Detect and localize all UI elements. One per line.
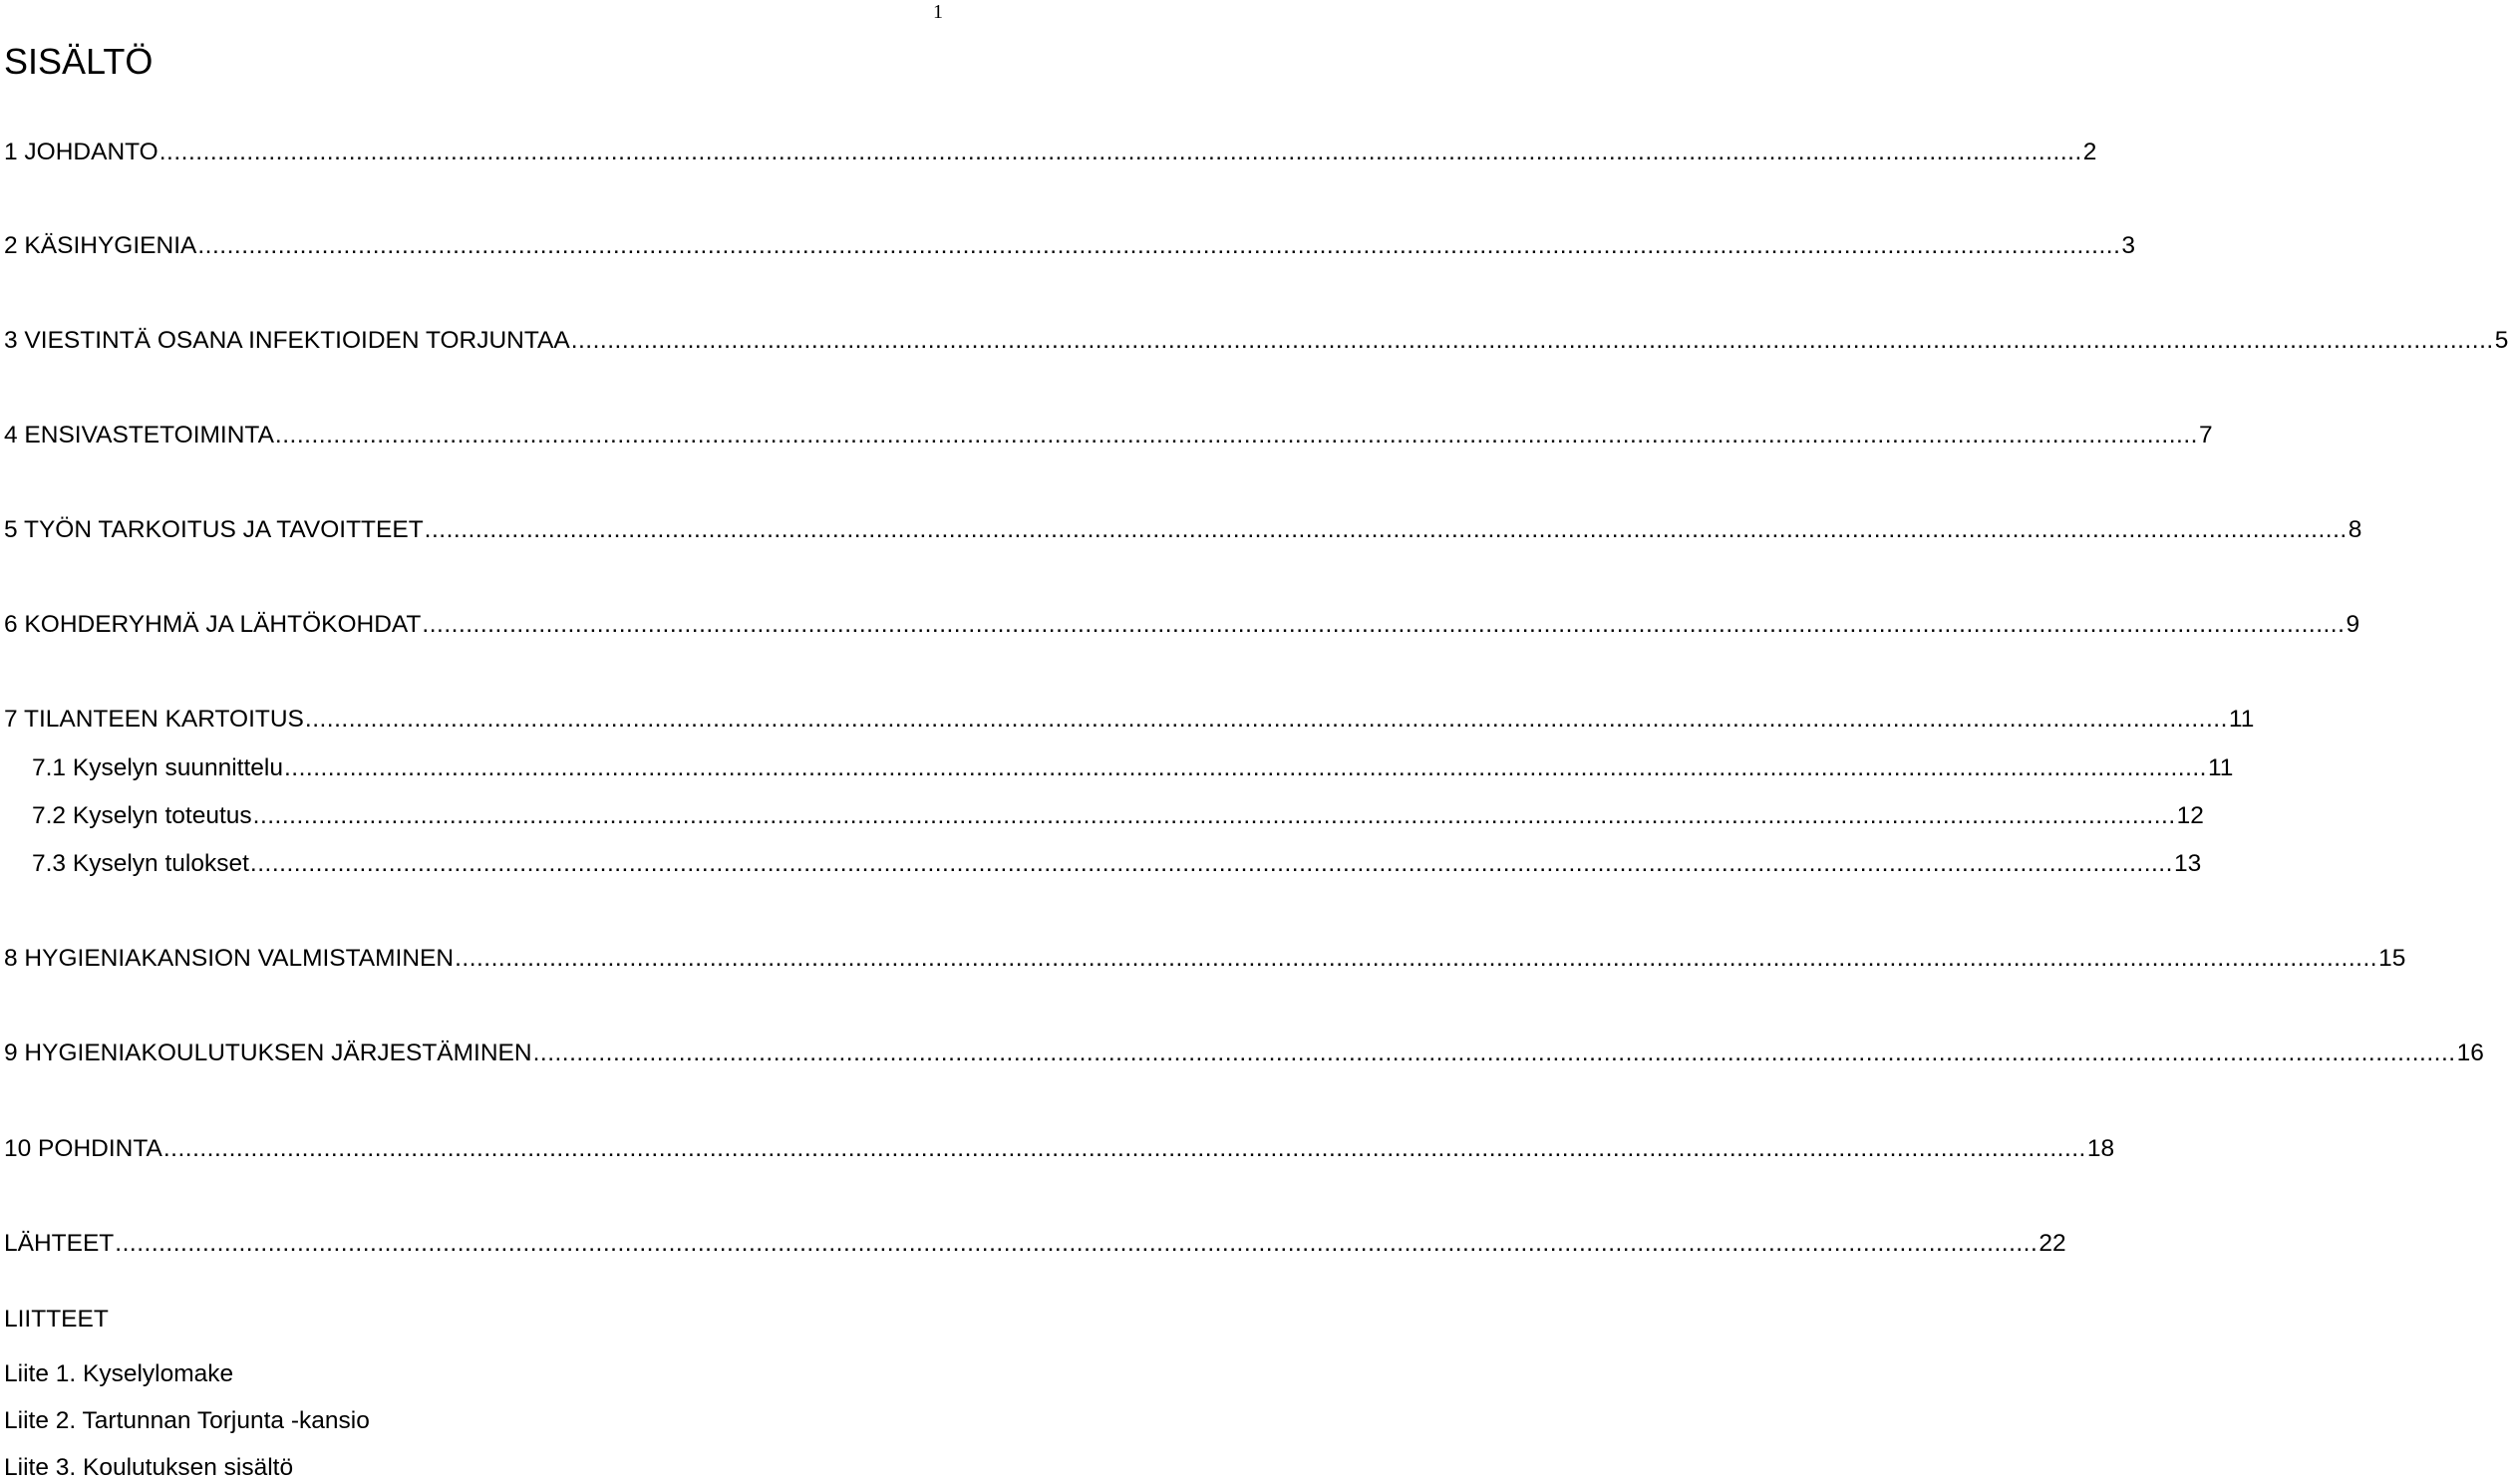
dot-leader xyxy=(571,325,2494,357)
appendix-item: Liite 2. Tartunnan Torjunta -kansio xyxy=(4,1407,370,1434)
toc-entry-page: 9 xyxy=(2346,611,2360,638)
toc-entry-kyselyn-suunnittelu[interactable] xyxy=(32,752,2234,784)
toc-entry-page: 16 xyxy=(2456,1039,2484,1066)
toc-entry-label: 4 ENSIVASTETOIMINTA xyxy=(4,422,274,448)
dot-leader xyxy=(275,420,2198,451)
toc-entry-hygieniakoulutus[interactable] xyxy=(4,1038,2484,1069)
dot-leader xyxy=(425,514,2348,546)
toc-entry-label: 3 VIESTINTÄ OSANA INFEKTIOIDEN TORJUNTAA xyxy=(4,327,570,354)
toc-entry-page: 15 xyxy=(2378,945,2406,972)
toc-entry-label: 7.3 Kyselyn tulokset xyxy=(32,850,249,877)
page-title: SISÄLTÖ xyxy=(4,41,154,82)
dot-leader xyxy=(533,1038,2456,1069)
toc-entry-page: 8 xyxy=(2348,516,2362,543)
dot-leader xyxy=(455,943,2377,975)
toc-entry-tyon-tarkoitus[interactable] xyxy=(4,514,2362,546)
toc-entry-page: 11 xyxy=(2228,706,2255,733)
toc-entry-page: 2 xyxy=(2082,139,2097,165)
toc-entry-lahteet[interactable] xyxy=(4,1228,2066,1260)
appendix-item: Liite 3. Koulutuksen sisältö xyxy=(4,1454,294,1481)
toc-entry-tilanteen-kartoitus[interactable] xyxy=(4,704,2255,736)
dot-leader xyxy=(115,1228,2038,1260)
dot-leader xyxy=(253,800,2176,832)
toc-entry-kasihygienia[interactable] xyxy=(4,230,2136,262)
toc-entry-pohdinta[interactable] xyxy=(4,1133,2115,1165)
toc-entry-label: 7.1 Kyselyn suunnittelu xyxy=(32,754,283,781)
toc-entry-page: 18 xyxy=(2086,1135,2115,1162)
toc-entry-label: 7 TILANTEEN KARTOITUS xyxy=(4,706,304,733)
toc-entry-label: 5 TYÖN TARKOITUS JA TAVOITTEET xyxy=(4,516,424,543)
toc-entry-label: 8 HYGIENIAKANSION VALMISTAMINEN xyxy=(4,945,455,972)
toc-entry-page: 13 xyxy=(2173,850,2202,877)
toc-entry-label: 9 HYGIENIAKOULUTUKSEN JÄRJESTÄMINEN xyxy=(4,1039,532,1066)
toc-entry-hygieniakansio[interactable] xyxy=(4,943,2406,975)
toc-entry-label: 2 KÄSIHYGIENIA xyxy=(4,232,197,259)
toc-entry-label: 7.2 Kyselyn toteutus xyxy=(32,802,252,829)
appendices-heading: LIITTEET xyxy=(4,1306,109,1333)
toc-entry-kyselyn-tulokset[interactable] xyxy=(32,848,2202,880)
toc-entry-kohderyhma[interactable] xyxy=(4,609,2360,641)
toc-entry-page: 3 xyxy=(2121,232,2136,259)
dot-leader xyxy=(284,752,2207,784)
appendix-item: Liite 1. Kyselylomake xyxy=(4,1360,234,1387)
toc-entry-label: 10 POHDINTA xyxy=(4,1135,162,1162)
toc-entry-ensivastetoiminta[interactable] xyxy=(4,420,2213,451)
toc-entry-label: 6 KOHDERYHMÄ JA LÄHTÖKOHDAT xyxy=(4,611,422,638)
toc-entry-label: 1 JOHDANTO xyxy=(4,139,158,165)
toc-entry-page: 5 xyxy=(2494,327,2508,354)
toc-entry-page: 22 xyxy=(2038,1230,2066,1257)
toc-entry-page: 11 xyxy=(2208,754,2234,781)
dot-leader xyxy=(422,609,2345,641)
toc-entry-viestinta[interactable] xyxy=(4,325,2508,357)
toc-entry-johdanto[interactable] xyxy=(4,137,2097,168)
dot-leader xyxy=(163,1133,2086,1165)
dot-leader xyxy=(197,230,2120,262)
toc-entry-kyselyn-toteutus[interactable] xyxy=(32,800,2204,832)
toc-entry-page: 7 xyxy=(2198,422,2213,448)
dot-leader xyxy=(305,704,2228,736)
toc-entry-page: 12 xyxy=(2176,802,2204,829)
dot-leader xyxy=(250,848,2173,880)
toc-entry-label: LÄHTEET xyxy=(4,1230,115,1257)
page-number: 1 xyxy=(933,1,943,23)
dot-leader xyxy=(159,137,2082,168)
